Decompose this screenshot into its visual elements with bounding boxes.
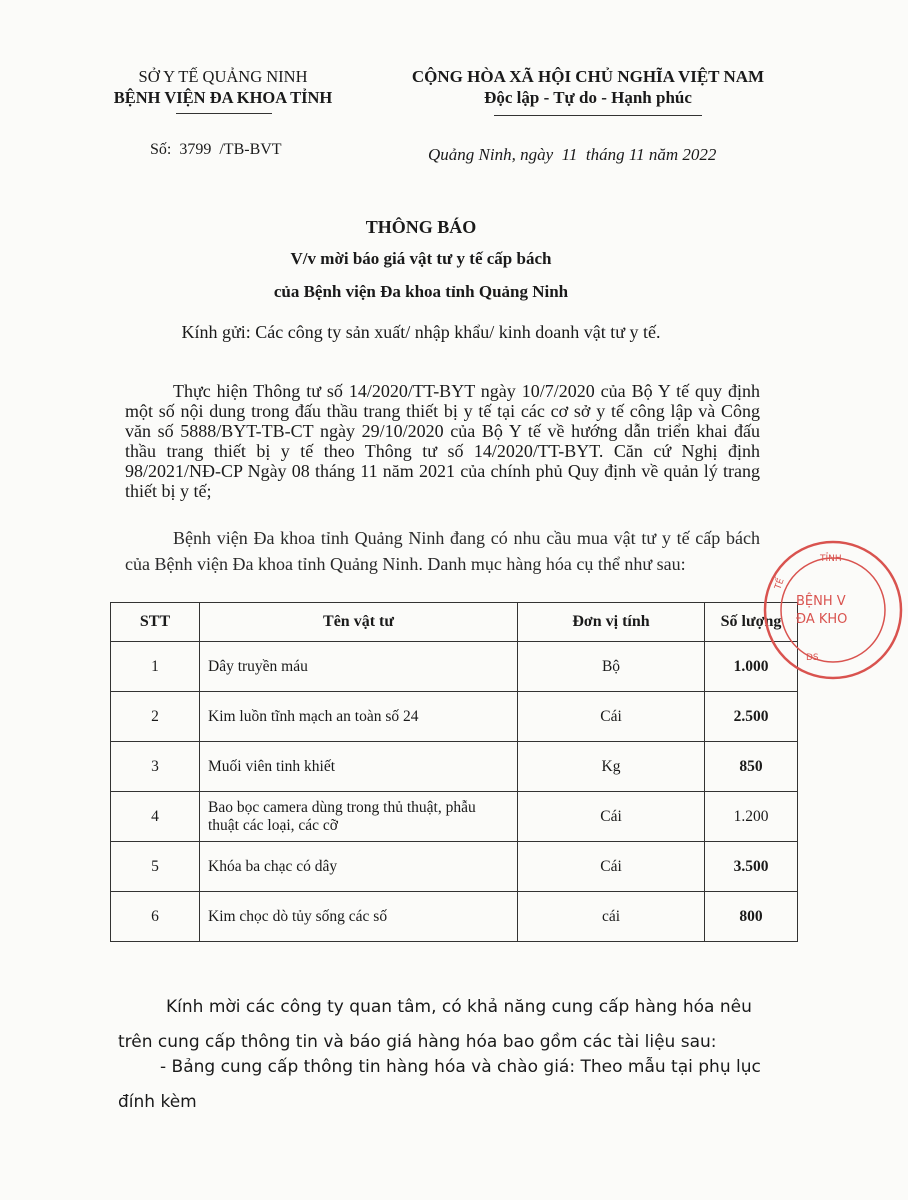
cell-unit: cái <box>518 892 705 942</box>
seal-text-bottom: DS <box>806 653 819 663</box>
agency-name: SỞ Y TẾ QUẢNG NINH <box>138 67 308 86</box>
cell-stt: 3 <box>111 742 200 792</box>
national-header-block <box>378 66 798 108</box>
agency-underline <box>176 113 272 114</box>
table-header-row <box>111 603 798 642</box>
cell-unit: Cái <box>518 692 705 742</box>
cell-stt: 4 <box>111 792 200 842</box>
cell-name: Khóa ba chạc có dây <box>200 842 518 892</box>
cell-name: Kim luồn tĩnh mạch an toàn số 24 <box>200 692 518 742</box>
issuing-agency-block <box>88 66 358 108</box>
cell-qty: 1.000 <box>705 642 798 692</box>
cell-stt: 5 <box>111 842 200 892</box>
table-row <box>111 792 798 842</box>
seal-text-side: TẾ <box>773 577 787 592</box>
table-row <box>111 892 798 942</box>
document-title: THÔNG BÁO <box>365 217 477 237</box>
header-qty: Số lượng <box>705 603 798 642</box>
header-stt: STT <box>111 603 200 642</box>
cell-qty: 800 <box>705 892 798 942</box>
organization-name: BỆNH VIỆN ĐA KHOA TỈNH <box>113 88 333 107</box>
cell-qty: 1.200 <box>705 792 798 842</box>
cell-unit: Bộ <box>518 642 705 692</box>
motto-underline <box>494 115 702 116</box>
table-row <box>111 742 798 792</box>
body-paragraph-legal-basis: Thực hiện Thông tư số 14/2020/TT-BYT ngày 10/7/2020 của Bộ Y tế quy định một số nội dung trong đấu thầu trang thiết bị y tế tại các cơ sở y tế công lập và Công văn số 5888/BYT-TB-CT ngày 29/10/2020 của Bộ Y tế về hướng dẫn triển khai đấu thầu trang thiết bị y tế theo Thông tư số 14/2020/TT-BYT. Căn cứ Nghị định 98/2021/NĐ-CP Ngày 08 tháng 11 năm 2021 của chính phủ Quy định về quản lý trang thiết bị y tế; <box>125 381 760 501</box>
cell-stt: 1 <box>111 642 200 692</box>
cell-stt: 6 <box>111 892 200 942</box>
official-seal <box>758 535 908 685</box>
table-row <box>111 642 798 692</box>
document-subject-line2: của Bệnh viện Đa khoa tỉnh Quảng Ninh <box>273 282 569 301</box>
body-paragraph-invitation: Kính mời các công ty quan tâm, có khả năng cung cấp hàng hóa nêu trên cung cấp thông tin và báo giá hàng hóa bao gồm các tài liệu sau: <box>118 997 752 1052</box>
national-motto: Độc lập - Tự do - Hạnh phúc <box>484 88 692 107</box>
cell-qty: 850 <box>705 742 798 792</box>
seal-text-top: TỈNH <box>820 554 842 564</box>
cell-name: Kim chọc dò tủy sống các số <box>200 892 518 942</box>
cell-stt: 2 <box>111 692 200 742</box>
table-row <box>111 692 798 742</box>
document-date: Quảng Ninh, ngày 11 tháng 11 năm 2022 <box>428 145 717 164</box>
seal-text-mid2: ĐA KHO <box>796 612 848 627</box>
body-paragraph-requirement: - Bảng cung cấp thông tin hàng hóa và chào giá: Theo mẫu tại phụ lục đính kèm <box>118 1057 761 1112</box>
cell-qty: 3.500 <box>705 842 798 892</box>
body-paragraph-demand: Bệnh viện Đa khoa tỉnh Quảng Ninh đang có nhu cầu mua vật tư y tế cấp bách của Bệnh viện Đa khoa tỉnh Quảng Ninh. Danh mục hàng hóa cụ thể như sau: <box>125 528 760 574</box>
cell-unit: Kg <box>518 742 705 792</box>
cell-name: Muối viên tinh khiết <box>200 742 518 792</box>
header-unit: Đơn vị tính <box>518 603 705 642</box>
cell-qty: 2.500 <box>705 692 798 742</box>
recipient-line: Kính gửi: Các công ty sản xuất/ nhập khẩu/ kinh doanh vật tư y tế. <box>181 322 661 342</box>
cell-name: Dây truyền máu <box>200 642 518 692</box>
cell-unit: Cái <box>518 842 705 892</box>
supplies-table <box>110 602 798 942</box>
document-number: Số: 3799 /TB-BVT <box>150 141 282 158</box>
header-name: Tên vật tư <box>200 603 518 642</box>
table-row <box>111 842 798 892</box>
seal-text-mid1: BỆNH V <box>796 594 846 609</box>
cell-unit: Cái <box>518 792 705 842</box>
country-name: CỘNG HÒA XÃ HỘI CHỦ NGHĨA VIỆT NAM <box>411 67 765 86</box>
cell-name: Bao bọc camera dùng trong thủ thuật, phẫu thuật các loại, các cỡ <box>200 792 518 842</box>
document-subject: V/v mời báo giá vật tư y tế cấp bách <box>290 249 552 268</box>
